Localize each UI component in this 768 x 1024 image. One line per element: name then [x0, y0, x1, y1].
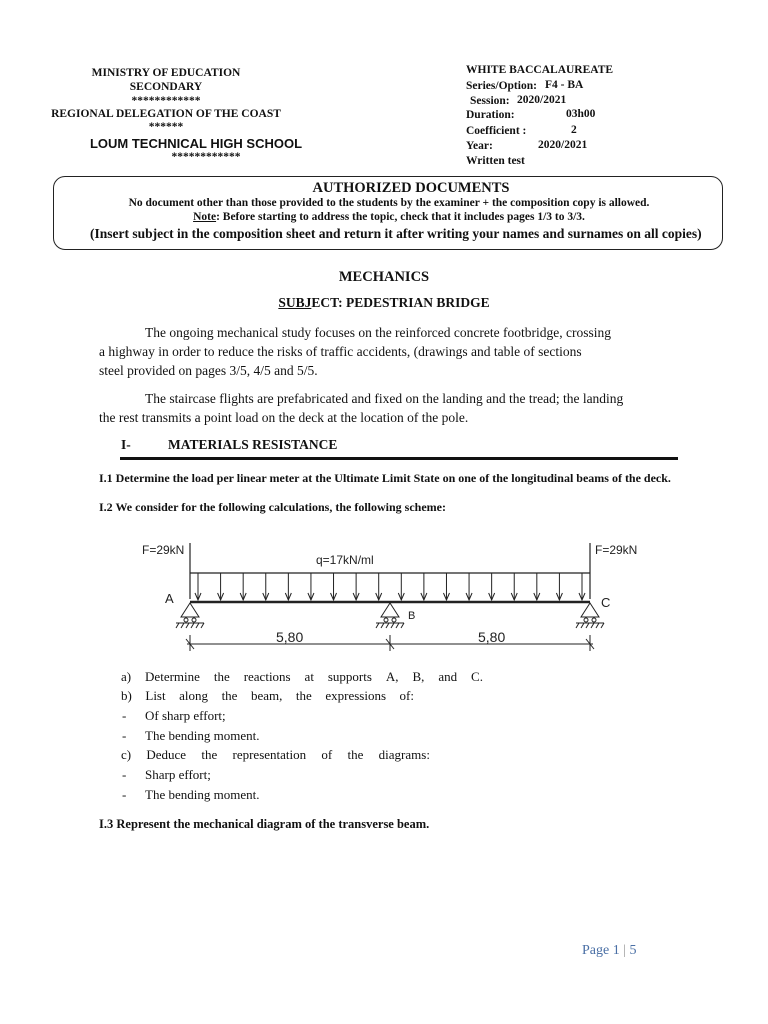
exam-name: WHITE BACCALAUREATE [466, 64, 614, 76]
bullet-dash: - [122, 767, 127, 782]
load-label-right: F=29kN [595, 543, 638, 557]
support-a-label: A [165, 591, 174, 606]
page-label: Page 1 [582, 943, 620, 958]
stars-divider: ****** [148, 121, 184, 133]
coefficient-label: Coefficient : [466, 125, 527, 137]
task-a-word: reactions [243, 669, 291, 684]
task-a-word: Determine [145, 669, 200, 684]
session-value: 2020/2021 [517, 94, 567, 106]
series-label: Series/Option: [466, 80, 537, 92]
page-title: MECHANICS [338, 269, 430, 285]
paragraph-line: the rest transmits a point load on the deck at the location of the pole. [99, 410, 469, 425]
session-label: Session: [470, 95, 510, 107]
span-2-label: 5,80 [478, 629, 506, 645]
duration-value: 03h00 [566, 108, 596, 120]
support-b-label: B [408, 610, 416, 622]
task-b-item: The bending moment. [145, 728, 260, 743]
bullet-dash: - [122, 728, 127, 743]
task-c-word: the [347, 747, 364, 762]
span-1-label: 5,80 [276, 629, 304, 645]
task-a-word: C. [471, 669, 483, 684]
section-rule [120, 457, 678, 460]
task-b-item: Of sharp effort; [145, 708, 226, 723]
task-b-word: List [145, 688, 166, 703]
paragraph-line: steel provided on pages 3/5, 4/5 and 5/5. [99, 363, 318, 378]
authorized-line: No document other than those provided to the students by the examiner + the composition copy is allowed. [128, 197, 650, 209]
task-c [121, 747, 430, 763]
stars-divider: ************ [171, 151, 241, 163]
distributed-load-arrows [195, 573, 585, 600]
task-a-word: the [213, 669, 230, 684]
paragraph-line: The staircase flights are prefabricated and fixed on the landing and the tread; the landing [145, 391, 624, 406]
year-label: Year: [466, 140, 493, 152]
support-b [376, 603, 404, 628]
test-type: Written test [466, 155, 525, 167]
task-a-word: A, [385, 669, 399, 684]
paragraph-line: The ongoing mechanical study focuses on the reinforced concrete footbridge, crossing [145, 325, 611, 340]
task-a [121, 669, 483, 685]
header-left [60, 66, 272, 108]
task-b-word: the [295, 688, 312, 703]
task-b-word: the [221, 688, 238, 703]
bullet-dash: - [122, 787, 127, 802]
task-a-word: and [438, 669, 458, 684]
stars-divider: ************ [131, 95, 201, 107]
question-2: I.2 We consider for the following calculations, the following scheme: [99, 500, 446, 514]
task-b-word: expressions [325, 688, 387, 703]
page-total: 5 [629, 943, 637, 958]
task-c-item: The bending moment. [145, 787, 260, 802]
series-value: F4 - BA [545, 79, 584, 91]
year-value: 2020/2021 [538, 139, 588, 151]
beam-diagram [130, 535, 650, 655]
secondary-text: SECONDARY [129, 81, 203, 93]
subject-underlined: SUBJ [278, 295, 312, 310]
support-c [576, 603, 604, 628]
task-b-word: of: [399, 688, 414, 703]
task-b-word: along [179, 688, 209, 703]
paragraph-line: a highway in order to reduce the risks of traffic accidents, (drawings and table of sections [99, 344, 582, 359]
support-a [176, 603, 204, 628]
task-a-word: B, [412, 669, 425, 684]
duration-label: Duration: [466, 109, 515, 121]
beam-graphic [176, 543, 604, 651]
task-b [121, 688, 414, 704]
ministry-text: MINISTRY OF EDUCATION [91, 67, 241, 79]
distributed-load-label: q=17kN/ml [316, 553, 374, 567]
authorized-title: AUTHORIZED DOCUMENTS [312, 180, 510, 196]
support-c-label: C [601, 595, 611, 610]
note-text: : Before starting to address the topic, check that it includes pages 1/3 to 3/3. [216, 211, 585, 223]
task-c-word: the [201, 747, 218, 762]
task-c-item: Sharp effort; [145, 767, 211, 782]
task-a-word: supports [327, 669, 372, 684]
task-b-word: beam, [250, 688, 283, 703]
task-c-word: representation [232, 747, 307, 762]
task-a-word: at [304, 669, 314, 684]
task-c-word: diagrams: [378, 747, 430, 762]
question-3: I.3 Represent the mechanical diagram of the transverse beam. [99, 817, 430, 831]
page-separator: | [623, 943, 627, 958]
task-c-marker: c) [121, 747, 132, 762]
subject-rest: ECT: PEDESTRIAN BRIDGE [311, 295, 490, 310]
task-a-marker: a) [121, 669, 132, 684]
delegation-text: REGIONAL DELEGATION OF THE COAST [51, 108, 281, 120]
task-c-word: Deduce [146, 747, 187, 762]
question-1: I.1 Determine the load per linear meter at the Ultimate Limit State on one of the longitudinal beams of the deck. [99, 471, 671, 485]
page-number [582, 943, 637, 959]
section-number: I- [121, 437, 131, 452]
task-c-word: of [321, 747, 333, 762]
load-label-left: F=29kN [142, 543, 185, 557]
note-line [53, 211, 725, 223]
subject-title [0, 295, 768, 311]
note-label: Note [193, 211, 217, 223]
task-b-marker: b) [121, 688, 132, 703]
bullet-dash: - [122, 708, 127, 723]
school-name: LOUM TECHNICAL HIGH SCHOOL [89, 136, 303, 151]
section-title: MATERIALS RESISTANCE [168, 437, 338, 452]
coefficient-value: 2 [571, 124, 577, 136]
insert-instruction: (Insert subject in the composition sheet and return it after writing your names and surnames on all copies) [90, 226, 702, 241]
